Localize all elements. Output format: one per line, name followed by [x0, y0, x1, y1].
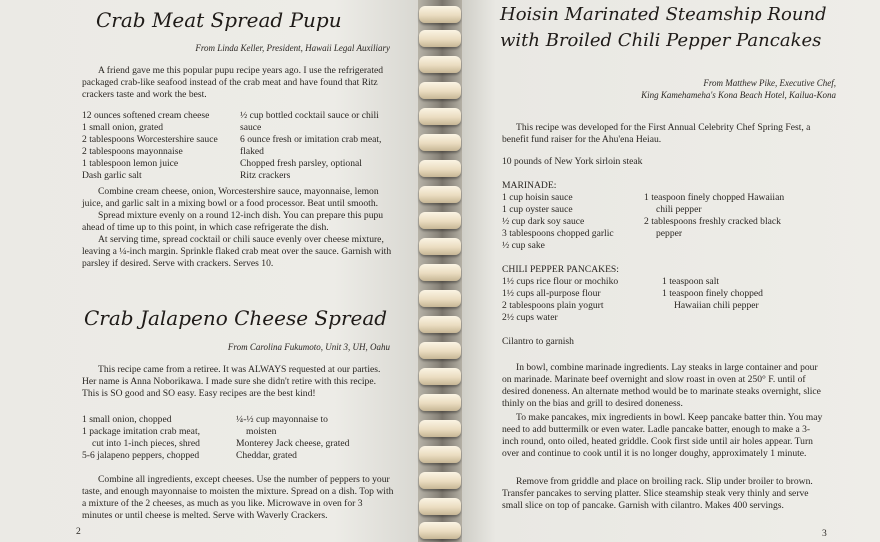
- marinade-list-left: [502, 192, 652, 252]
- ingredient-item: 1 teaspoon salt: [662, 276, 720, 287]
- ingredient-item: ½ cup bottled cocktail sauce or chili sauce: [240, 110, 379, 133]
- pancakes-heading: CHILI PEPPER PANCAKES:: [502, 264, 619, 275]
- ingredient-item: 1 teaspoon finely chopped Hawaiian: [644, 192, 785, 203]
- ingredient-item: 12 ounces softened cream cheese: [82, 110, 210, 121]
- recipe-direction: Combine cream cheese, onion, Worcestershire sauce, mayonnaise, lemon juice, and garlic salt in a mixing bowl or a food processor. Beat until smooth.: [82, 186, 379, 209]
- ingredient-list-right: [240, 110, 390, 182]
- binding-ring: [419, 290, 461, 307]
- binding-ring: [419, 160, 461, 177]
- binding-ring: [419, 134, 461, 151]
- binding-ring: [419, 472, 461, 489]
- recipe-intro: This recipe was developed for the First Annual Celebrity Chef Spring Fest, a benefit fund raiser for the Ahu'ena Heiau.: [502, 122, 811, 145]
- recipe-title: Hoisin Marinated Steamship Round: [500, 4, 827, 25]
- pancakes-list-right: [662, 276, 822, 312]
- ingredient-item: 1 package imitation crab meat,: [82, 426, 201, 437]
- ingredient-item: 1½ cups all-purpose flour: [502, 288, 601, 299]
- garnish-ingredient: Cilantro to garnish: [502, 336, 574, 347]
- ingredient-list-right: [236, 414, 396, 462]
- left-page: [0, 0, 418, 542]
- binding-ring: [419, 420, 461, 437]
- ingredient-item: 2 tablespoons freshly cracked black: [644, 216, 781, 227]
- ingredient-item: 1½ cups rice flour or mochiko: [502, 276, 619, 287]
- recipe-direction: Combine all ingredients, except cheeses. Use the number of peppers to your taste, and enough mayonnaise to moisten the mixture. Spread on a dish. Top with a mixture of the 2 cheeses, as much as you like. Microwave in oven for 3 minutes or until cheese is melted. Serve with Waverly Crackers.: [82, 474, 394, 521]
- binding-ring: [419, 498, 461, 515]
- page-number: 2: [76, 526, 81, 537]
- ingredient-list-left: [82, 414, 232, 462]
- ingredient-item: 2 tablespoons mayonnaise: [82, 146, 183, 157]
- ingredient-list-left: [82, 110, 237, 182]
- ingredient-item: 1 cup hoisin sauce: [502, 192, 573, 203]
- recipe-title-line2: with Broiled Chili Pepper Pancakes: [500, 30, 822, 51]
- recipe-direction: At serving time, spread cocktail or chili sauce evenly over cheese mixture, leaving a ¼-inch margin. Sprinkle flaked crab meat over the sauce. Garnish with parsley if desired. Serve with crackers. Serves 10.: [82, 234, 392, 269]
- ingredient-item: Monterey Jack cheese, grated: [236, 438, 350, 449]
- binding-ring: [419, 446, 461, 463]
- recipe-title: Crab Jalapeno Cheese Spread: [84, 306, 388, 330]
- binding-ring: [419, 394, 461, 411]
- binding-ring: [419, 108, 461, 125]
- binding-ring: [419, 82, 461, 99]
- binding-ring: [419, 342, 461, 359]
- ingredient-item: Ritz crackers: [240, 170, 291, 181]
- binding-ring: [419, 522, 461, 539]
- pancakes-list-left: [502, 276, 662, 324]
- ingredient-item: 1 tablespoon lemon juice: [82, 158, 179, 169]
- recipe-direction: Remove from griddle and place on broiling rack. Slip under broiler to brown. Transfer pancakes to serving platter. Slice steamship steak very thinly and serve small slice on top of pancake. Garnish with cilantro. Makes 400 servings.: [502, 476, 813, 511]
- binding-ring: [419, 186, 461, 203]
- ingredient-item: 1 small onion, chopped: [82, 414, 172, 425]
- recipe-credit: From Linda Keller, President, Hawaii Legal Auxiliary: [195, 43, 390, 53]
- recipe-credit: From Carolina Fukumoto, Unit 3, UH, Oahu: [227, 342, 390, 352]
- ingredient-item: Cheddar, grated: [236, 450, 297, 461]
- binding-ring: [419, 264, 461, 281]
- binding-ring: [419, 56, 461, 73]
- ingredient-item: 1 teaspoon finely chopped: [662, 288, 763, 299]
- binding-ring: [419, 316, 461, 333]
- ingredient-item: 2 tablespoons plain yogurt: [502, 300, 604, 311]
- ingredient-item: 3 tablespoons chopped garlic: [502, 228, 614, 239]
- ingredient-item: 2 tablespoons Worcestershire sauce: [82, 134, 218, 145]
- ingredient-item: Dash garlic salt: [82, 170, 142, 181]
- ingredient-item: Chopped fresh parsley, optional: [240, 158, 362, 169]
- ingredient-item: 1 cup oyster sauce: [502, 204, 573, 215]
- binding-ring: [419, 30, 461, 47]
- ingredient-item: chili pepper: [656, 204, 702, 215]
- binding-ring: [419, 212, 461, 229]
- right-page: [462, 0, 880, 542]
- ingredient-item: ½ cup sake: [502, 240, 545, 251]
- recipe-intro: This recipe came from a retiree. It was ALWAYS requested at our parties. Her name is Anna Noborikawa. I made sure she didn't retire with this recipe. This is SO good and SO easy. Easy recipes are the best kind!: [82, 364, 381, 399]
- ingredient-item: 6 ounce fresh or imitation crab meat, flaked: [240, 134, 382, 157]
- recipe-credit: From Matthew Pike, Executive Chef,: [703, 78, 836, 88]
- recipe-direction: To make pancakes, mix ingredients in bowl. Keep pancake batter thin. You may need to add buttermilk or even water. Ladle pancake batter, enough to make a 3-inch round, onto oiled, heated griddle. Cook first side until air holes appear. Turn over and continue to cook until it is no longer doughy, approximately 1 minute.: [502, 412, 823, 459]
- recipe-direction: Spread mixture evenly on a round 12-inch dish. You can prepare this pupu ahead of time up to this point, in which case refrigerate the dish.: [82, 210, 384, 233]
- ingredient-item: pepper: [656, 228, 683, 239]
- binding-ring: [419, 6, 461, 23]
- recipe-credit-line2: King Kamehameha's Kona Beach Hotel, Kailua-Kona: [641, 90, 836, 100]
- ingredient-item: moisten: [246, 426, 277, 437]
- marinade-heading: MARINADE:: [502, 180, 557, 191]
- ingredient-item: 5-6 jalapeno peppers, chopped: [82, 450, 200, 461]
- ingredient-item: 1 small onion, grated: [82, 122, 163, 133]
- ingredient-item: ¼-½ cup mayonnaise to: [236, 414, 328, 425]
- binding-ring: [419, 238, 461, 255]
- binding-ring: [419, 368, 461, 385]
- steak-ingredient: 10 pounds of New York sirloin steak: [502, 156, 643, 167]
- recipe-intro: A friend gave me this popular pupu recipe years ago. I use the refrigerated packaged crab-like seafood instead of the crab meat and have found that Ritz crackers taste and work the best.: [82, 65, 384, 100]
- ingredient-item: ½ cup dark soy sauce: [502, 216, 585, 227]
- page-number: 3: [822, 528, 827, 539]
- recipe-title: Crab Meat Spread Pupu: [96, 8, 342, 32]
- recipe-direction: In bowl, combine marinade ingredients. Lay steaks in large container and pour on marinade. Marinate beef overnight and slow roast in oven at 250° F. until of desired doneness. An alternate method would be to marinate steaks overnight, slice thinly on the bias and grill to desired doneness.: [502, 362, 821, 409]
- marinade-list-right: [644, 192, 824, 240]
- ingredient-item: 2½ cups water: [502, 312, 558, 323]
- ingredient-item: Hawaiian chili pepper: [674, 300, 759, 311]
- ingredient-item: cut into 1-inch pieces, shred: [92, 438, 200, 449]
